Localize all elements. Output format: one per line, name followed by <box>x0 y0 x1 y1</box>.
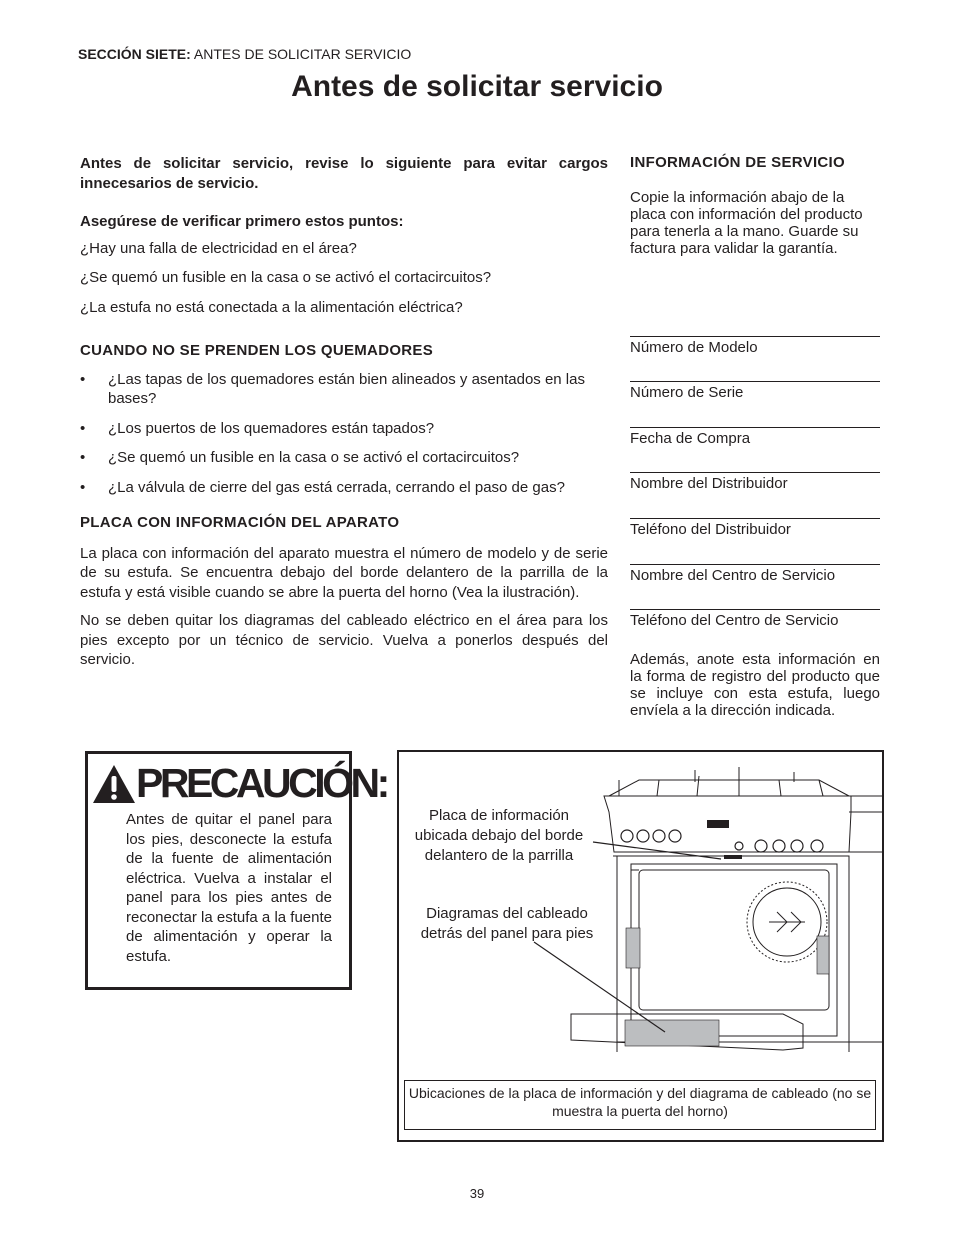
field-service-center-name: Nombre del Centro de Servicio <box>630 564 880 584</box>
service-info-heading: INFORMACIÓN DE SERVICIO <box>630 154 845 171</box>
field-model-number: Número de Modelo <box>630 336 880 356</box>
plate-paragraph: La placa con información del aparato muestra el número de modelo y de serie de su estufa. Se encuentra debajo del borde delantero de la parrilla de la estufa y está visible cuando se abre la puerta del horno (Vea la ilustración). <box>80 544 608 601</box>
field-purchase-date: Fecha de Compra <box>630 427 880 447</box>
field-dealer-phone: Teléfono del Distribuidor <box>630 518 880 538</box>
section-label-bold: SECCIÓN SIETE: <box>78 46 191 62</box>
burners-heading: CUANDO NO SE PRENDEN LOS QUEMADORES <box>80 342 434 359</box>
intro-text: Antes de solicitar servicio, revise lo siguiente para evitar cargos innecesarios de servicio. <box>80 155 608 192</box>
warning-icon <box>92 764 136 804</box>
wiring-location-label: Diagramas del cableado detrás del panel para pies <box>420 905 594 942</box>
field-serial-number: Número de Serie <box>630 381 880 401</box>
service-info-intro: Copie la información abajo de la placa con información del producto para tenerla a la mano. Guarde su factura para validar la garantía. <box>630 189 863 257</box>
page-title: Antes de solicitar servicio <box>291 70 663 103</box>
list-item: • ¿La válvula de cierre del gas está cerrada, cerrando el paso de gas? <box>80 478 608 498</box>
section-label-rest: ANTES DE SOLICITAR SERVICIO <box>190 46 412 62</box>
caution-text: Antes de quitar el panel para los pies, desconecte la estufa de la fuente de alimentación eléctrica. Vuelva a instalar el panel para los pies antes de reconectar la estufa a la fuente de alimentación y operar la estufa. <box>126 811 332 965</box>
question-item: ¿Hay una falla de electricidad en el área? <box>80 239 357 257</box>
list-item: • ¿Se quemó un fusible en la casa o se activó el cortacircuitos? <box>80 448 608 468</box>
service-info-outro: Además, anote esta información en la forma de registro del producto que se incluye con esta estufa, luego envíela a la dirección indicada. <box>630 651 880 719</box>
burner-list <box>80 370 608 498</box>
list-item: • ¿Las tapas de los quemadores están bien alineados y asentados en las bases? <box>80 370 608 409</box>
caution-title: PRECAUCIÓN: <box>136 760 387 806</box>
plate-location-label: Placa de información ubicada debajo del borde delantero de la parrilla <box>414 807 584 864</box>
field-dealer-name: Nombre del Distribuidor <box>630 472 880 492</box>
service-info-column <box>630 152 880 257</box>
figure-box <box>397 750 884 1142</box>
figure-caption: Ubicaciones de la placa de información y del diagrama de cableado (no se muestra la puerta del horno) <box>404 1080 876 1130</box>
plate-heading: PLACA CON INFORMACIÓN DEL APARATO <box>80 514 400 531</box>
question-item: ¿La estufa no está conectada a la alimentación eléctrica? <box>80 298 463 316</box>
field-service-center-phone: Teléfono del Centro de Servicio <box>630 609 880 629</box>
wiring-paragraph: No se deben quitar los diagramas del cableado eléctrico en el área para los pies excepto por un técnico de servicio. Vuelva a ponerlos después del servicio. <box>80 612 608 668</box>
question-item: ¿Se quemó un fusible en la casa o se activó el cortacircuitos? <box>80 269 492 286</box>
caution-box <box>85 751 387 990</box>
left-column <box>80 154 608 670</box>
page-number: 39 <box>469 1186 485 1201</box>
section-label <box>78 46 411 62</box>
verify-heading: Asegúrese de verificar primero estos puntos: <box>80 213 404 230</box>
list-item: • ¿Los puertos de los quemadores están tapados? <box>80 419 608 439</box>
